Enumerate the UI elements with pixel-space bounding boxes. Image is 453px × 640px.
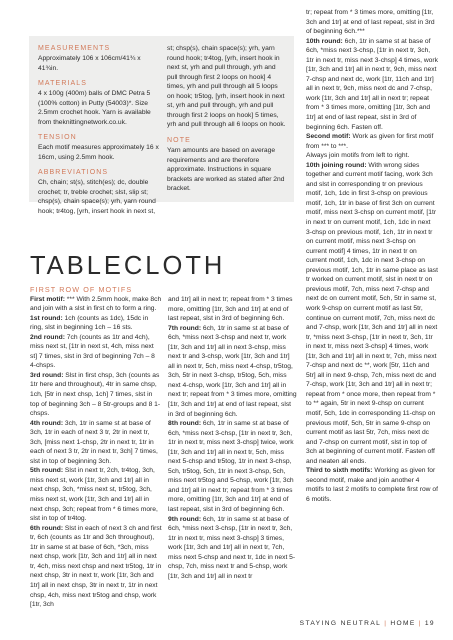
first-motif-text: First motif: *** With 2.5mm hook, make 8ch and join with a slst in first ch to form a ring. — [30, 295, 162, 313]
note-text: Yarn amounts are based on average requirements and are therefore approximate. Instructions in square brackets are worked as stated after 2nd bracket. — [167, 147, 285, 193]
lead-label: 2nd round: — [30, 333, 65, 341]
info-column-left — [38, 44, 161, 216]
round-10-text: 10th round: 6ch, 1tr in same st at base of 6ch, *miss next 3-chsp, [1tr in next tr, 3ch, 1tr in next tr, miss next 3-chsp] 4 times, work [1tr, 3ch and 1tr] all in next tr, 9ch, miss next 7-chsp and next dc, work [1tr, 11ch and 1tr] all in next tr, 9ch, miss next dc and 7-chsp, work [1tr, 3ch and 1tr] all in next tr; repeat from * 3 times more, omitting [1tr, 3ch and 1tr] at end of last repeat, slst in 3rd of beginning 6ch. Fasten off. — [306, 37, 438, 131]
lead-label: 10th joining round: — [306, 161, 367, 169]
lead-label: 5th round: — [30, 467, 64, 475]
join-direction-text: Always join motifs from left to right. — [306, 152, 410, 160]
page-title: TABLECLOTH — [30, 252, 226, 280]
page-footer — [300, 620, 435, 627]
footer-category: HOME — [390, 620, 416, 627]
round-5-text: 5th round: Slst in next tr, 2ch, tr4tog, 3ch, miss next st, work [1tr, 3ch and 1tr] all in next chsp, 3ch, *miss next st, tr5tog, 3ch, miss next st, work [1tr, 3ch and 1tr] all in next chsp, 3ch; repeat from * 6 times more, slst in top of tr4tog. — [30, 467, 158, 523]
round-8-text: 8th round: 6ch, 1tr in same st at base of 6ch, *miss next 3-chsp, [1tr in next tr, 3ch, 1tr in next tr, miss next 3-chsp] twice, work [1tr, 3ch and 1tr] all in next tr, 5ch, miss next 5-chsp and tr5tog, 1tr in next 3-chsp, 5ch, tr5tog, 5ch, 1tr in next 3-chsp, 5ch, miss next tr5tog and 5-chsp, work [1tr, 3ch and 1tr] all in next tr; repeat from * 3 times more, omitting [1tr, 3ch and 1tr] at end of last repeat, slst in 3rd of beginning 6ch. — [168, 420, 294, 514]
footer-section: STAYING NEUTRAL — [299, 620, 382, 627]
round-9-text: 9th round: 6ch, 1tr in same st at base of 6ch, *miss next 3-chsp, [1tr in next tr, 3ch, 1tr in next tr, miss next 3-chsp] 3 times, work [1tr, 3ch and 1tr] all in next tr, 7ch, miss next 5-chsp and next tr, 1dc in next 5-chsp, 7ch, miss next tr and 5-chsp, work [1tr, 3ch and 1tr] all in next tr — [168, 515, 296, 580]
round-7-text: 7th round: 6ch, 1tr in same st at base of 6ch, *miss next 3-chsp and next tr, work [1tr, 3ch and 1tr] all in next 3-chsp, miss next tr and 3-chsp, work [1tr, 3ch and 1tr] all in next tr, 5ch, miss next 4-chsp, tr5tog, 3ch, 5tr in next 3-chsp, tr5tog, 5ch, miss next 4-chsp, work [1tr, 3ch and 1tr] all in next tr; repeat from * 3 times more, omitting [1tr, 3ch and 1tr] at end of last repeat, slst in 3rd of beginning 6ch. — [168, 324, 297, 418]
note-heading: NOTE — [167, 137, 191, 144]
info-column-right — [167, 44, 287, 194]
lead-label: 7th round: — [168, 324, 202, 332]
abbreviations-heading: ABBREVIATIONS — [38, 169, 109, 177]
pattern-column-2 — [168, 295, 298, 581]
section-subheading: FIRST ROW OF MOTIFS — [30, 285, 133, 294]
round-2-text: 2nd round: 7ch (counts as 1tr and 4ch), miss next st, [1tr in next st, 4ch, miss next st] 7 times, slst in 3rd of beginning 7ch – 8 4-chsps. — [30, 333, 155, 370]
materials-text: 4 x 100g (400m) balls of DMC Petra 5 (100% cotton) in Putty (54003)*. Size 2.5mm crochet hook. Yarn is available from theknittingnetwork.co.uk. — [38, 90, 151, 126]
abbreviations-continued: st; chsp(s), chain space(s); yrh, yarn round hook; tr4tog, [yrh, insert hook in next st, yrh and pull through, yrh and pull through first 2 loops on hook] 4 times, yrh and pull through all 5 loops on hook; tr5tog, [yrh, insert hook in next st, yrh and pull through, yrh and pull through first 2 loops on hook] 5 times, yrh and pull through all 6 loops on hook. — [167, 45, 286, 129]
lead-label: 9th round: — [168, 515, 202, 523]
round-1-text: 1st round: 1ch (counts as 1dc), 15dc in ring, slst in beginning 1ch – 16 sts. — [30, 314, 149, 332]
footer-separator-2: | — [418, 620, 422, 627]
third-to-sixth-motifs-text: Third to sixth motifs: Working as given for second motif, make and join another 4 motifs to last 2 motifs to complete first row of 6 motifs. — [306, 467, 438, 503]
round-6-continued: and 1tr] all in next tr; repeat from * 3 times more, omitting [1tr, 3ch and 1tr] at end of last repeat, slst in 3rd of beginning 6ch. — [168, 296, 293, 323]
pattern-column-1 — [30, 285, 162, 610]
round-9-continued: tr; repeat from * 3 times more, omitting [1tr, 3ch and 1tr] at end of last repeat, slst in 3rd of beginning 6ch.*** — [306, 9, 435, 36]
lead-label: 10th round: — [306, 37, 343, 45]
materials-heading: MATERIALS — [38, 80, 88, 88]
round-3-text: 3rd round: Slst in first chsp, 3ch (counts as 1tr here and throughout), 4tr in same chsp, 1ch, [5tr in next chsp, 1ch] 7 times, slst in top of beginning 3ch – 8 5tr-groups and 8 1-chsps. — [30, 371, 161, 418]
measurements-text: Approximately 106 x 106cm/41¾ x 41¾in. — [38, 55, 141, 72]
lead-label: Third to sixth motifs: — [306, 467, 373, 475]
lead-label: 1st round: — [30, 314, 63, 322]
abbreviations-text: Ch, chain; st(s), stitch(es); dc, double crochet; tr, treble crochet; slst, slip st; chsp(s), chain space(s); yrh, yarn round hook; tr4tog, [yrh, insert hook in next st, — [38, 179, 156, 216]
tension-heading: TENSION — [38, 134, 77, 142]
round-6-text: 6th round: Slst in each of next 3 ch and first tr, 6ch (counts as 1tr and 3ch throughout), 1tr in same st at base of 6ch, *3ch, miss next chsp, work [1tr, 3ch and 1tr] all in next tr, 4ch, miss next chsp and next tr5tog, 1tr in next chsp, 3tr in next tr, work [1tr, 3ch and 1tr] all in next chsp, 3tr in next tr, 1tr in next chsp, 4ch, miss next tr5tog and chsp, work [1tr, 3ch — [30, 524, 162, 609]
footer-separator: | — [384, 620, 388, 627]
lead-label: Second motif: — [306, 133, 351, 141]
lead-label: 4th round: — [30, 419, 64, 427]
second-motif-text: Second motif: Work as given for first motif from *** to ***. — [306, 133, 434, 150]
lead-label: 8th round: — [168, 420, 202, 428]
lead-label: 3rd round: — [30, 371, 64, 379]
round-4-text: 4th round: 3ch, 1tr in same st at base of 3ch, 1tr in each of next 3 tr, 2tr in next tr, 3ch, [miss next 1-chsp, 2tr in next tr, 1tr in each of next 3 tr, 2tr in next tr, 3ch] 7 times, slst in top of beginning 3ch. — [30, 419, 158, 465]
tension-text: Each motif measures approximately 16 x 16cm, using 2.5mm hook. — [38, 144, 159, 161]
lead-label: 6th round: — [30, 524, 64, 532]
lead-label: First motif: — [30, 295, 65, 303]
page-number: 19 — [424, 620, 435, 627]
pattern-column-3 — [306, 8, 438, 602]
round-10-joining-text: 10th joining round: With wrong sides together and current motif facing, work 3ch and slst in corresponding tr on previous motif, 1ch, 1dc in first 3-chsp on previous motif, 1ch, 1tr in base of first 3ch on current motif, miss next 3-chsp on current motif, [1tr in next tr on current motif, 1ch, 1dc in next 3-chsp on previous motif, 1ch, 1tr in next tr on current motif, miss next 3-chsp on current motif] 4 times, 1tr in next tr on current motif, 1ch, 1dc in next 3-chsp on previous motif, 1ch, 1tr in same place as last tr worked on current motif, slst in next tr on previous motif, 7ch, miss next 7-chsp and next dc on current motif, 5ch, 5tr in same st, work 9-chsp on current motif as last 5tr, continue on current motif, 7ch, miss next dc and 7-chsp, work [1tr, 3ch and 1tr] all in next tr, *miss next 3-chsp, [1tr in next tr, 3ch, 1tr in next tr, miss next 3-chsp] 4 times, work [1tr, 3ch and 1tr] all in next tr, 7ch, miss next 7-chsp and next dc **, work [5tr, 11ch and 5tr] all in next 9-chsp, 7ch, miss next dc and 7-chsp, work [1tr, 3ch and 1tr] all in next tr; repeat from * once more, then repeat from * to ** again, 5tr in next 9-chsp on current motif, 5ch, 1dc in corresponding 11-chsp on previous motif, 5ch, 5tr in same 9-chsp on current motif as last 5tr, 7ch, miss next dc and 7-chsp on current motif, slst in top of 3ch at beginning of current motif. Fasten off and neaten all ends. — [306, 161, 438, 465]
measurements-heading: MEASUREMENTS — [38, 45, 111, 52]
